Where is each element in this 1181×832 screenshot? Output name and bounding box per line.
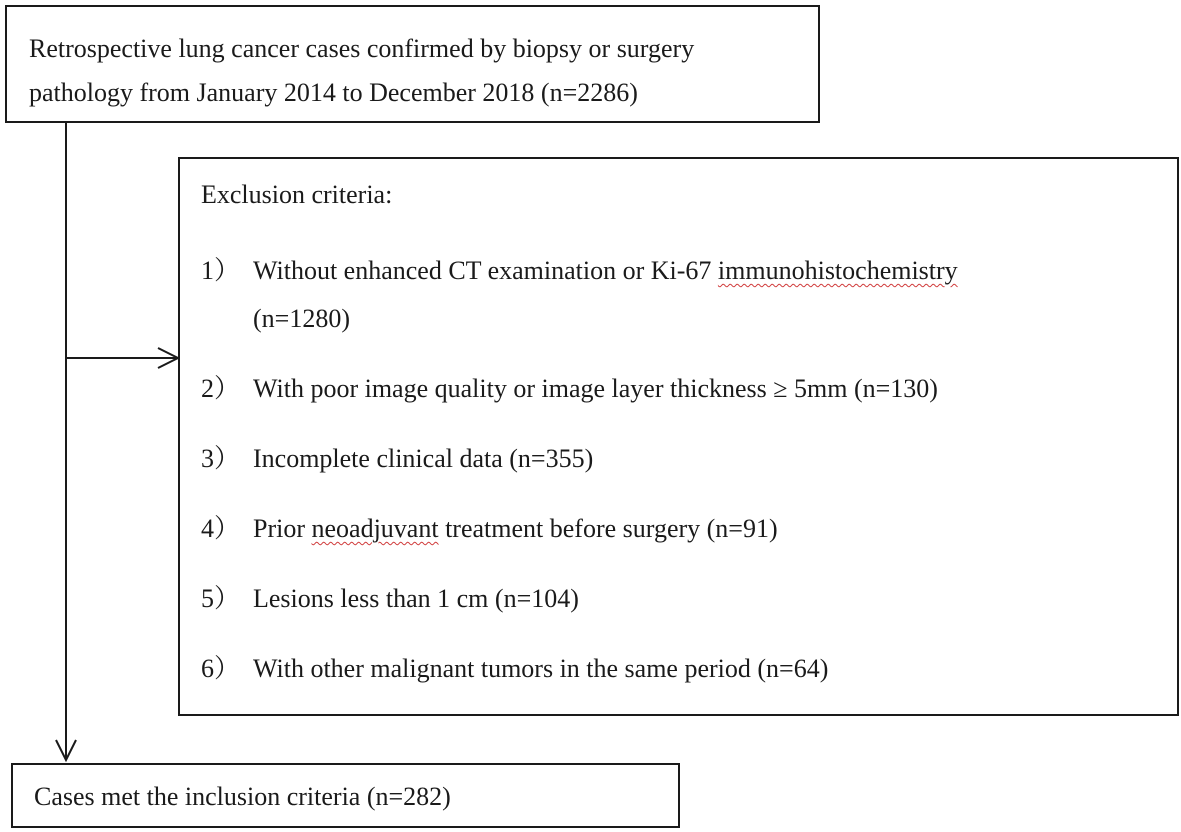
criterion-6 (201, 651, 1177, 687)
criterion-number: 1） (201, 256, 241, 285)
spellcheck-underline: neoadjuvant (311, 514, 439, 543)
criterion-3 (201, 441, 1177, 477)
source-cases-box (5, 5, 820, 123)
source-line-1: Retrospective lung cancer cases confirmed by biopsy or surgery (29, 34, 695, 63)
criterion-5 (201, 581, 1177, 617)
criterion-number: 4） (201, 514, 241, 543)
criterion-2 (201, 371, 1177, 407)
criterion-text: Without enhanced CT examination or Ki-67 immunohistochemistry (n=1280) (253, 256, 958, 333)
criterion-text: Incomplete clinical data (n=355) (253, 444, 594, 473)
criterion-number: 5） (201, 584, 241, 613)
criterion-text: Prior neoadjuvant treatment before surgery (n=91) (253, 514, 778, 543)
exclusion-title: Exclusion criteria: (201, 180, 393, 209)
exclusion-criteria-box (178, 157, 1179, 716)
criterion-text: Lesions less than 1 cm (n=104) (253, 584, 579, 613)
criterion-1 (201, 253, 1177, 337)
criterion-4 (201, 511, 1177, 547)
spellcheck-underline: immunohistochemistry (717, 256, 958, 285)
included-cases-text: Cases met the inclusion criteria (n=282) (34, 782, 451, 811)
criterion-number: 3） (201, 444, 241, 473)
included-cases-box (11, 763, 680, 828)
criterion-number: 2） (201, 374, 241, 403)
source-line-2: pathology from January 2014 to December 2018 (n=2286) (29, 78, 638, 107)
criterion-number: 6） (201, 654, 241, 683)
criterion-text: With poor image quality or image layer thickness ≥ 5mm (n=130) (253, 374, 938, 403)
criterion-text: With other malignant tumors in the same period (n=64) (253, 654, 829, 683)
